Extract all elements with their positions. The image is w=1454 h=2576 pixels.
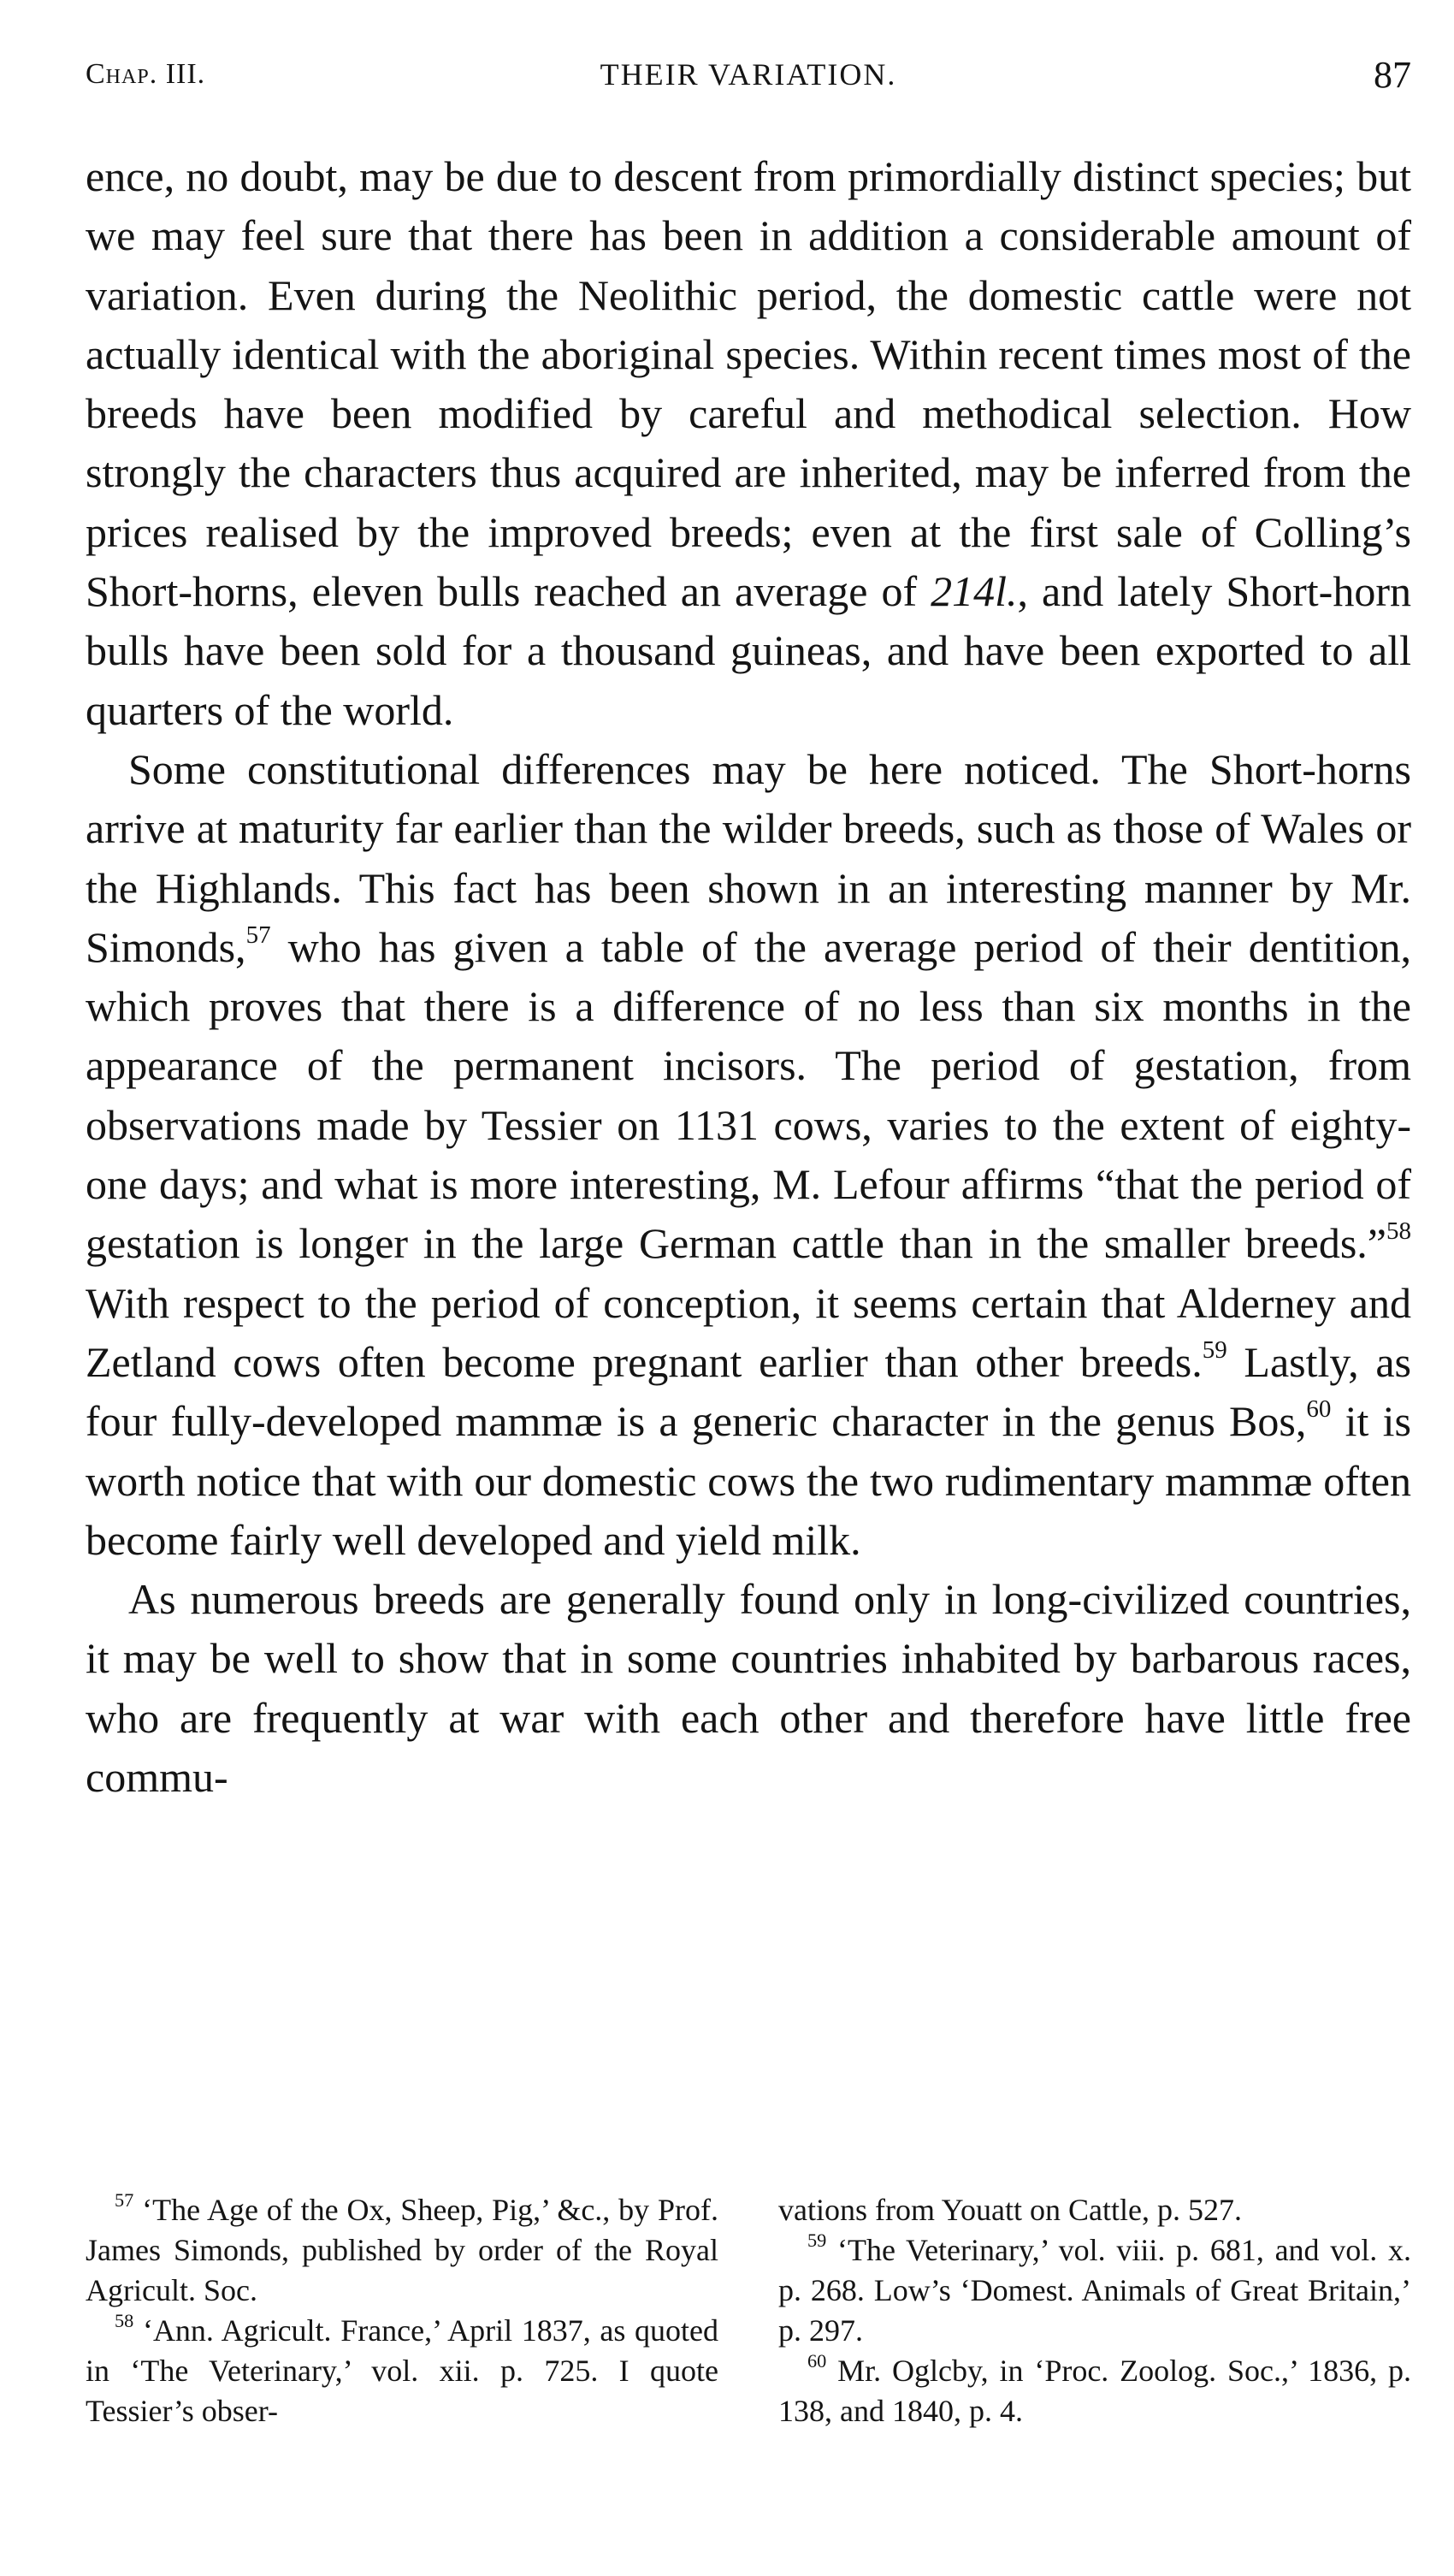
running-header (86, 50, 1411, 101)
footnote-column-left (86, 2190, 718, 2431)
paragraph-2-text-a: Some constitutional differences may be here noticed. The Short-horns arrive at maturity far earlier than the wilder breeds, such as those of Wales or the Highlands. This fact has been shown in an interesting manner by Mr. Simonds, (86, 744, 1411, 971)
footnote-59 (778, 2230, 1411, 2351)
footnote-column-right (778, 2190, 1411, 2431)
footnote-58-number: 58 (115, 2309, 134, 2331)
price-amount: 214l. (931, 567, 1018, 616)
footnote-58-continued: vations from Youatt on Cattle, p. 527. (778, 2193, 1242, 2227)
running-title: THEIR VARIATION. (600, 57, 897, 92)
footnote-ref-58: 58 (1386, 1217, 1411, 1246)
page-number: 87 (1374, 54, 1411, 96)
paragraph-1-text-b: , and lately Short-horn bulls have been sold for a thousand guineas, and have been exported to all quarters of the world. (86, 567, 1411, 734)
footnote-57 (86, 2190, 718, 2311)
main-text (86, 147, 1411, 1807)
footnote-58 (86, 2311, 718, 2431)
footnote-60-text: Mr. Oglcby, in ‘Proc. Zoolog. Soc.,’ 1836, p. 138, and 1840, p. 4. (778, 2354, 1411, 2428)
paragraph-3-text: As numerous breeds are generally found only in long-civilized countries, it may be well to show that in some countries inhabited by barbarous races, who are frequently at war with each other and therefore have little free commu- (86, 1575, 1411, 1802)
paragraph-1-text-a: ence, no doubt, may be due to descent from primordially distinct species; but we may feel sure that there has been in addition a considerable amount of variation. Even during the Neolithic period, the domestic cattle were not actually identical with the aboriginal species. Within recent times most of the breeds have been modified by careful and methodical selection. How strongly the characters thus acquired are inherited, may be inferred from the prices realised by the improved breeds; even at the first sale of Colling’s Short-horns, eleven bulls reached an average of (86, 152, 1411, 616)
paragraph-3 (86, 1570, 1411, 1807)
paragraph-2 (86, 740, 1411, 1570)
paragraph-1 (86, 147, 1411, 740)
footnote-ref-57: 57 (245, 921, 271, 949)
footnote-57-number: 57 (115, 2188, 134, 2211)
paragraph-2-text-e: it is worth notice that with our domestic cows the two rudimentary mammæ often become fairly well developed and yield milk. (86, 1397, 1411, 1564)
footnote-57-text: ‘The Age of the Ox, Sheep, Pig,’ &c., by Prof. James Simonds, published by order of the Royal Agricult. Soc. (86, 2193, 718, 2307)
footnote-58-text: ‘Ann. Agricult. France,’ April 1837, as quoted in ‘The Veterinary,’ vol. xii. p. 725. I quote Tessier’s obser- (86, 2313, 718, 2428)
footnote-59-number: 59 (807, 2229, 827, 2251)
paragraph-2-text-d: Lastly, as four fully-developed mammæ is a generic character in the genus Bos, (86, 1337, 1411, 1446)
footnote-ref-59: 59 (1202, 1335, 1227, 1364)
paragraph-2-text-c: With respect to the period of conception, it seems certain that Alderney and Zetland cows often become pregnant earlier than other breeds. (86, 1278, 1411, 1386)
footnote-60-number: 60 (807, 2349, 827, 2372)
footnote-59-text: ‘The Veterinary,’ vol. viii. p. 681, and vol. x. p. 268. Low’s ‘Domest. Animals of Great Britain,’ p. 297. (778, 2233, 1411, 2348)
footnote-ref-60: 60 (1306, 1395, 1332, 1424)
paragraph-2-text-b: who has given a table of the average period of their dentition, which proves that there is a difference of no less than six months in the appearance of the permanent incisors. The period of gestation, from observations made by Tessier on 1131 cows, varies to the extent of eighty-one days; and what is more interesting, M. Lefour affirms “that the period of gestation is longer in the large German cattle than in the smaller breeds.” (86, 922, 1411, 1268)
chapter-label: Chap. III. (86, 58, 206, 90)
footnote-60 (778, 2351, 1411, 2431)
footnotes (86, 2190, 1411, 2431)
